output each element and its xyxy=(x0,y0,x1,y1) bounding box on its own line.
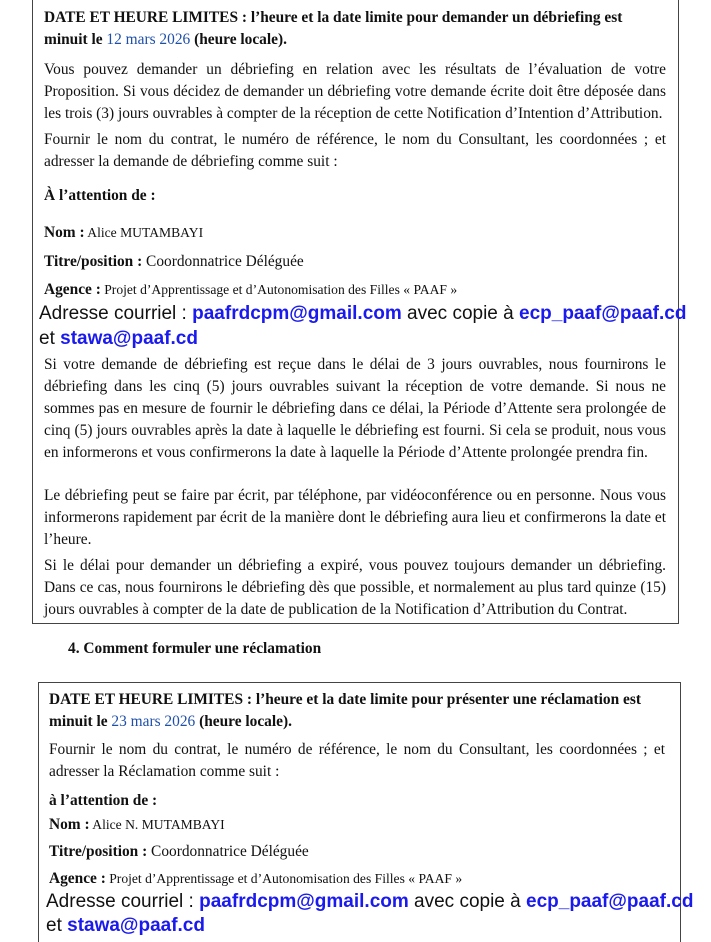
paragraph-debriefing-request: Vous pouvez demander un débriefing en relation avec les résultats de l’évaluation de votre Proposition. Si vous décidez de demander un débriefing votre demande écrite doit être déposée dans les trois (3) jours ouvrables à compter de la réception de cette Notification d’Intention d’Attribution. xyxy=(44,61,666,122)
deadline2-label: DATE ET HEURE LIMITES : xyxy=(49,691,252,708)
nom2-label: Nom : xyxy=(49,816,90,833)
paragraph-debriefing-expired: Si le délai pour demander un débriefing a expiré, vous pouvez toujours demander un débriefing. Dans ce cas, nous fournirons le débriefing dès que possible, et normalement au plus tard quinze (15) jours ouvrables à compter de la date de publication de la Notification d’Attribution du Contrat. xyxy=(44,557,666,618)
deadline-suffix: (heure locale). xyxy=(190,31,287,48)
deadline-minuit: minuit le xyxy=(44,31,107,48)
titre2-row xyxy=(49,841,309,863)
deadline2-date: 23 mars 2026 xyxy=(111,713,196,730)
deadline-label: DATE ET HEURE LIMITES : xyxy=(44,9,247,26)
titre-value: Coordonnatrice Déléguée xyxy=(142,253,304,270)
paragraph-debriefing-delay: Si votre demande de débriefing est reçue dans le délai de 3 jours ouvrables, nous fournirons le débriefing dans les cinq (5) jours ouvrables suivant la réception de votre demande. Si nous ne sommes pas en mesure de fournir le débriefing dans ce délai, la Période d’Attente sera prolongée de cinq (5) jours ouvrables après la date à laquelle le débriefing est fourni. Si cela se produit, nous vous en informerons et vous confirmerons la date à laquelle la Période d’Attente prolongée prendra fin. xyxy=(44,356,666,461)
email2-primary-link[interactable]: paafrdcpm@gmail.com xyxy=(199,891,409,912)
deadline-line-1 xyxy=(44,7,622,29)
email-copy-link[interactable]: ecp_paaf@paaf.cd xyxy=(519,303,687,324)
attention2-heading: à l’attention de : xyxy=(49,792,158,809)
email2-copy2-link[interactable]: stawa@paaf.cd xyxy=(67,915,205,936)
paragraph-reclamation-info: Fournir le nom du contrat, le numéro de référence, le nom du Consultant, les coordonnées ; et adresser la Réclamation comme suit : xyxy=(49,741,665,780)
deadline2-text: l’heure et la date limite pour présenter une réclamation est xyxy=(251,691,641,708)
agence2-label: Agence : xyxy=(49,870,106,887)
adresse2-label: Adresse courriel : xyxy=(46,891,200,912)
copie-label: avec copie à xyxy=(401,303,520,324)
deadline-text: l’heure et la date limite pour demander un débriefing est xyxy=(246,9,623,26)
deadline-line-2 xyxy=(44,29,287,51)
email-copy2-link[interactable]: stawa@paaf.cd xyxy=(60,328,198,349)
titre-row xyxy=(44,251,304,273)
attention-heading: À l’attention de : xyxy=(44,187,156,204)
et-label: et xyxy=(39,328,61,349)
agence2-value: Projet d’Apprentissage et d’Autonomisation des Filles « PAAF » xyxy=(105,871,463,886)
deadline-date: 12 mars 2026 xyxy=(106,31,191,48)
nom-label: Nom : xyxy=(44,224,85,241)
email-primary-link[interactable]: paafrdcpm@gmail.com xyxy=(192,303,402,324)
email2-row xyxy=(46,890,693,914)
nom2-row xyxy=(49,814,225,836)
deadline2-suffix: (heure locale). xyxy=(195,713,292,730)
titre-label: Titre/position : xyxy=(44,253,143,270)
agence2-row xyxy=(49,868,462,890)
agence-value: Projet d’Apprentissage et d’Autonomisation des Filles « PAAF » xyxy=(100,282,458,297)
paragraph-debriefing-mode: Le débriefing peut se faire par écrit, par téléphone, par vidéoconférence ou en personne. Nous vous informerons rapidement par écrit de la manière dont le débriefing aura lieu et confirmerons la date et l’heure. xyxy=(44,487,666,548)
nom-row xyxy=(44,222,203,244)
titre2-label: Titre/position : xyxy=(49,843,148,860)
deadline2-line-2 xyxy=(49,711,292,733)
email-row xyxy=(39,302,686,326)
copie2-label: avec copie à xyxy=(408,891,527,912)
titre2-value: Coordonnatrice Déléguée xyxy=(147,843,309,860)
agence-label: Agence : xyxy=(44,281,101,298)
nom2-value: Alice N. MUTAMBAYI xyxy=(89,817,225,832)
nom-value: Alice MUTAMBAYI xyxy=(84,225,204,240)
paragraph-provide-info: Fournir le nom du contrat, le numéro de référence, le nom du Consultant, les coordonnées ; et adresser la demande de débriefing comme suit : xyxy=(44,131,666,170)
adresse-label: Adresse courriel : xyxy=(39,303,193,324)
email2-copy-link[interactable]: ecp_paaf@paaf.cd xyxy=(526,891,694,912)
deadline2-minuit: minuit le xyxy=(49,713,112,730)
email2-row-2 xyxy=(46,914,205,938)
email-row-2 xyxy=(39,327,198,351)
deadline2-line-1 xyxy=(49,689,641,711)
section-heading-reclamation: 4. Comment formuler une réclamation xyxy=(68,640,322,657)
et2-label: et xyxy=(46,915,68,936)
agence-row xyxy=(44,279,457,301)
